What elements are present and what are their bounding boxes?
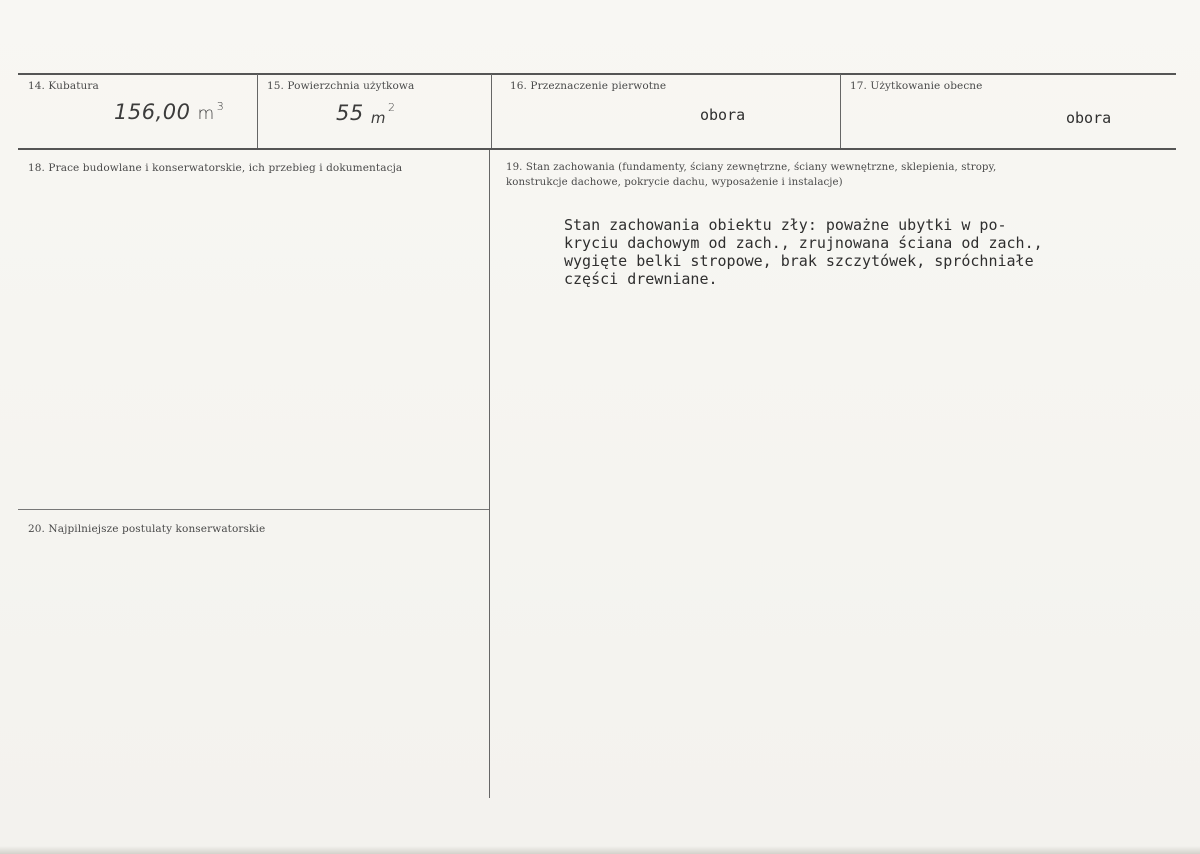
field-19-label-line1: 19. Stan zachowania (fundamenty, ściany zewnętrzne, ściany wewnętrzne, sklepienia, stropy,: [506, 162, 997, 173]
field-17-label: 17. Użytkowanie obecne: [850, 80, 983, 92]
field-14-label: 14. Kubatura: [28, 80, 99, 92]
field-15-exponent: 2: [388, 101, 396, 114]
field-19-text-line: kryciu dachowym od zach., zrujnowana ściana od zach.,: [564, 234, 1043, 252]
field-14-exponent: 3: [216, 100, 225, 113]
field-18-label: 18. Prace budowlane i konserwatorskie, ich przebieg i dokumentacja: [28, 162, 403, 174]
field-14-value: [114, 100, 224, 124]
field-19-text-line: Stan zachowania obiektu zły: poważne ubytki w po-: [564, 216, 1007, 234]
field-15-unit: m: [370, 109, 387, 127]
field-15-label: 15. Powierzchnia użytkowa: [267, 80, 415, 92]
field-19-text-line: części drewniane.: [564, 270, 718, 288]
paper-edge: [0, 846, 1200, 854]
divider-15-16: [491, 74, 492, 148]
divider-18-20: [18, 509, 489, 510]
field-19-text: [564, 216, 1124, 288]
field-14-unit: m: [197, 104, 215, 124]
field-17-value: obora: [1066, 109, 1112, 127]
field-19-label-line2: konstrukcje dachowe, pokrycie dachu, wyposażenie i instalacje): [506, 177, 843, 188]
main-column-divider: [489, 150, 490, 798]
row-rule: [18, 148, 1176, 150]
field-16-label: 16. Przeznaczenie pierwotne: [510, 80, 667, 92]
top-rule: [18, 73, 1176, 75]
field-14-number: 156,00: [114, 100, 191, 124]
divider-14-15: [257, 74, 258, 148]
field-15-number: 55: [336, 101, 364, 125]
field-19-text-line: wygięte belki stropowe, brak szczytówek, spróchniałe: [564, 252, 1034, 270]
field-15-value: [336, 101, 396, 127]
field-16-value: obora: [700, 106, 746, 124]
field-20-label: 20. Najpilniejsze postulaty konserwatorskie: [28, 523, 266, 535]
divider-16-17: [840, 74, 841, 148]
